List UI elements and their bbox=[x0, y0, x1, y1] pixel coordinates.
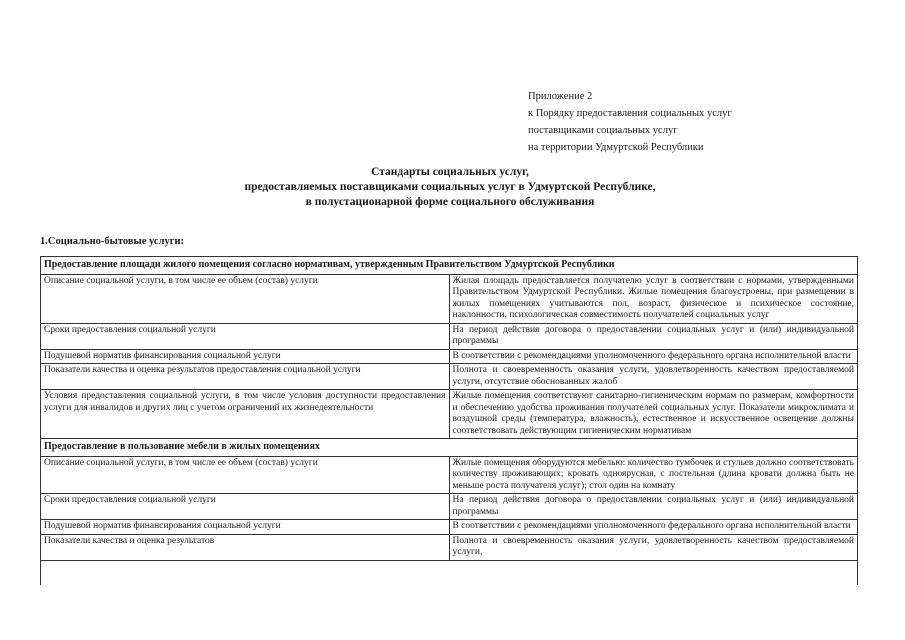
title-line: предоставляемых поставщиками социальных услуг в Удмуртской Республике, bbox=[244, 181, 656, 193]
appendix-line: на территории Удмуртской Республики bbox=[528, 142, 704, 153]
row-value: В соответствии с рекомендациями уполномоченного федерального органа исполнительной власти bbox=[449, 520, 857, 535]
row-value: На период действия договора о предоставлении социальных услуг и (или) индивидуальной программы bbox=[449, 494, 857, 520]
row-label: Описание социальной услуги, в том числе ее объем (состав) услуги bbox=[41, 274, 449, 323]
section-heading: 1.Социально-бытовые услуги: bbox=[40, 236, 185, 247]
row-value: В соответствии с рекомендациями уполномоченного федерального органа исполнительной власти bbox=[449, 349, 857, 364]
title-line: в полустационарной форме социального обслуживания bbox=[305, 196, 595, 208]
table-row bbox=[41, 364, 857, 390]
row-value: Жилые помещения соответствуют санитарно-гигиеническим нормам по размерам, комфортности и обеспечению удобства проживания получателей социальных услуг. Показатели микроклимата и воздушной среды (температура, влажность), естественное и искусственное освещение должны соответствовать действующим гигиеническим нормативам bbox=[449, 390, 857, 439]
service-header: Предоставление площади жилого помещения согласно нормативам, утвержденным Правительством Удмуртской Республики bbox=[41, 257, 857, 274]
row-label: Сроки предоставления социальной услуги bbox=[41, 323, 449, 349]
table-row bbox=[41, 520, 857, 535]
table-row bbox=[41, 494, 857, 520]
title-line: Стандарты социальных услуг, bbox=[371, 166, 529, 178]
table-row bbox=[41, 349, 857, 364]
row-value: Жилые помещения оборудуются мебелью: количество тумбочек и стульев должно соответствовать количеству проживающих; кровать одноярусная, с постельная (длина кровати должна быть не меньше роста получателя услуг); стол один на комнату bbox=[449, 456, 857, 494]
row-label: Описание социальной услуги, в том числе ее объем (состав) услуги bbox=[41, 456, 449, 494]
row-value: Жилая площадь предоставляется получателю услуг в соответствии с нормами, утвержденными Правительством Удмуртской Республики. Жилые помещения благоустроены, при размещении в жилых помещениях учитываются пол, возраст, физическое и психическое состояние, наклонности, психологическая совместимость получателей социальных услуг bbox=[449, 274, 857, 323]
document-title bbox=[150, 165, 750, 210]
service-group-header bbox=[41, 257, 857, 274]
row-value: Полнота и своевременность оказания услуги, удовлетворенность качеством предоставляемой услуги, отсутствие обоснованных жалоб bbox=[449, 364, 857, 390]
table-row bbox=[41, 456, 857, 494]
row-value: На период действия договора о предоставлении социальных услуг и (или) индивидуальной программы bbox=[449, 323, 857, 349]
table-row bbox=[41, 534, 857, 560]
appendix-line: поставщиками социальных услуг bbox=[528, 125, 678, 136]
row-label: Подушевой норматив финансирования социальной услуги bbox=[41, 520, 449, 535]
appendix-block bbox=[528, 88, 858, 156]
row-label: Показатели качества и оценка результатов bbox=[41, 534, 449, 560]
appendix-line: к Порядку предоставления социальных услуг bbox=[528, 108, 732, 119]
row-label: Показатели качества и оценка результатов предоставления социальной услуги bbox=[41, 364, 449, 390]
row-label: Сроки предоставления социальной услуги bbox=[41, 494, 449, 520]
service-header: Предоставление в пользование мебели в жилых помещениях bbox=[41, 439, 857, 457]
row-label: Условия предоставления социальной услуги, в том числе условия доступности предоставления услуги для инвалидов и других лиц с учетом ограничений их жизнедеятельности bbox=[41, 390, 449, 439]
row-label: Подушевой норматив финансирования социальной услуги bbox=[41, 349, 449, 364]
table-row bbox=[41, 323, 857, 349]
table-row bbox=[41, 390, 857, 439]
row-value: Полнота и своевременность оказания услуги, удовлетворенность качеством предоставляемой услуги, bbox=[449, 534, 857, 560]
standards-table bbox=[40, 256, 858, 585]
table-row bbox=[41, 274, 857, 323]
appendix-line: Приложение 2 bbox=[528, 91, 593, 102]
service-group-header bbox=[41, 439, 857, 457]
